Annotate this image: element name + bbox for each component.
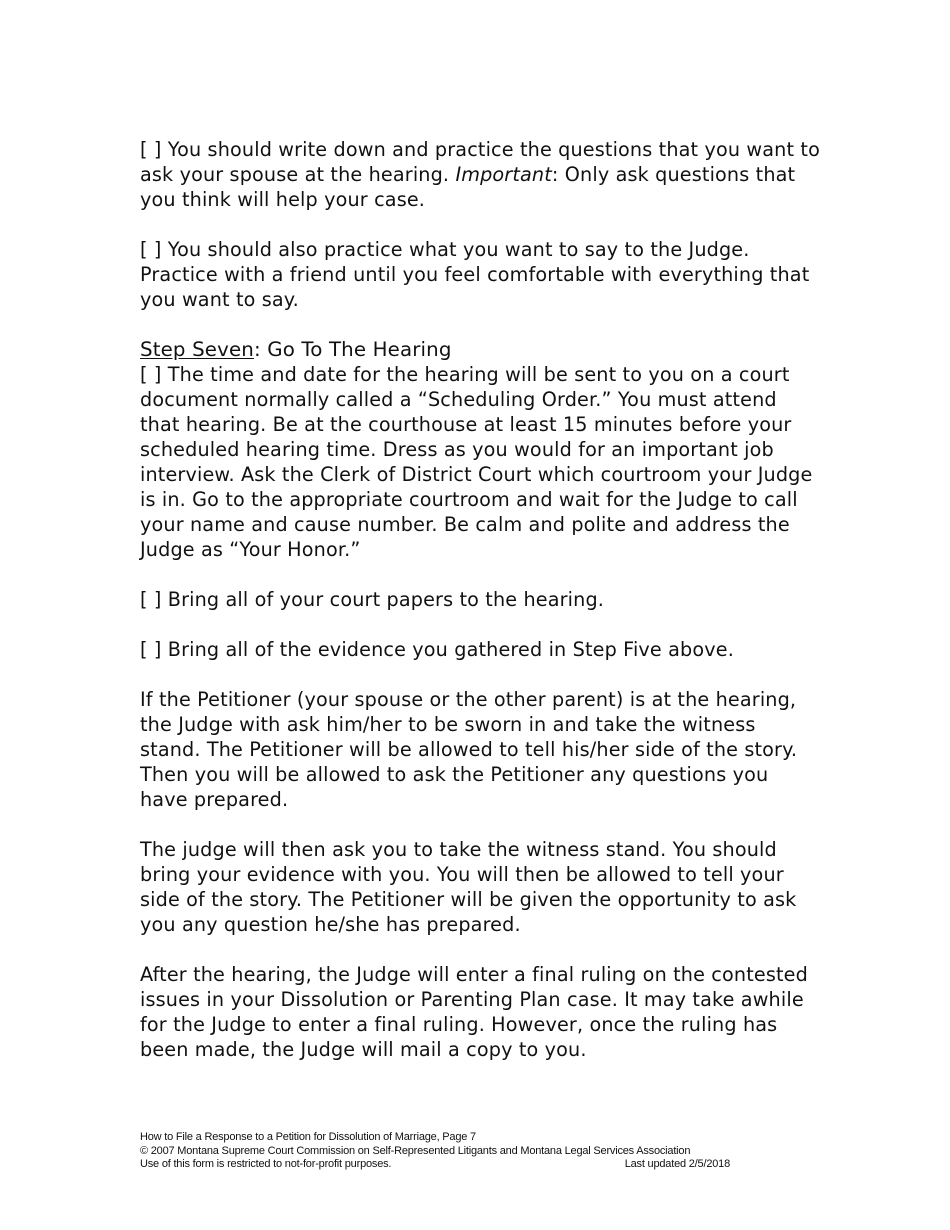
step-seven-heading xyxy=(140,337,820,362)
paragraph-petitioner-testimony: If the Petitioner (your spouse or the other parent) is at the hearing, the Judge with ask him/her to be sworn in and take the witness stand. The Petitioner will be allowed to tell his/her side of the story. Then you will be allowed to ask the Petitioner any questions you have prepared. xyxy=(140,688,798,811)
checklist-item-practice-judge xyxy=(140,237,820,312)
checklist-item-evidence xyxy=(140,637,820,662)
checklist-item-court-papers xyxy=(140,587,820,612)
item-text: Bring all of your court papers to the hearing. xyxy=(167,588,605,611)
page-footer xyxy=(140,1131,730,1172)
step-title: : Go To The Hearing xyxy=(253,338,452,361)
step-label: Step Seven xyxy=(140,338,254,361)
checklist-item-scheduling-order xyxy=(140,362,820,562)
checkbox-marker: [ ] xyxy=(140,588,162,611)
footer-last-updated: Last updated 2/5/2018 xyxy=(624,1158,730,1170)
checkbox-marker: [ ] xyxy=(140,138,162,161)
checkbox-marker: [ ] xyxy=(140,363,162,386)
footer-copyright: © 2007 Montana Supreme Court Commission on Self-Represented Litigants and Montana Legal Services Association xyxy=(140,1144,691,1157)
item-text: You should also practice what you want to say to the Judge. Practice with a friend until you feel comfortable with everything that you want to say. xyxy=(140,238,810,311)
item-text: You should write down and practice the questions that you want to ask your spouse at the hearing. xyxy=(140,138,820,186)
footer-usage-notice: Use of this form is restricted to not-for-profit purposes. xyxy=(140,1158,392,1170)
item-text-continued: : Only ask questions that you think will help your case. xyxy=(140,163,796,211)
footer-usage-row xyxy=(140,1158,730,1172)
paragraph-final-ruling: After the hearing, the Judge will enter a final ruling on the contested issues in your Dissolution or Parenting Plan case. It may take awhile for the Judge to enter a final ruling. However, once the ruling has been made, the Judge will mail a copy to you. xyxy=(140,963,808,1061)
checkbox-marker: [ ] xyxy=(140,638,162,661)
paragraph-respondent-testimony: The judge will then ask you to take the witness stand. You should bring your evidence with you. You will then be allowed to tell your side of the story. The Petitioner will be given the opportunity to ask you any question he/she has prepared. xyxy=(140,838,797,936)
checkbox-marker: [ ] xyxy=(140,238,162,261)
item-text: Bring all of the evidence you gathered in Step Five above. xyxy=(167,638,734,661)
item-text: The time and date for the hearing will be sent to you on a court document normally called a “Scheduling Order.” You must attend that hearing. Be at the courthouse at least 15 minutes before your scheduled hearing time. Dress as you would for an important job interview. Ask the Clerk of District Court which courtroom your Judge is in. Go to the appropriate courtroom and wait for the Judge to call your name and cause number. Be calm and polite and address the Judge as “Your Honor.” xyxy=(140,363,813,561)
important-emphasis: Important xyxy=(455,163,552,186)
footer-title: How to File a Response to a Petition for Dissolution of Marriage, Page 7 xyxy=(140,1131,476,1143)
checklist-item-practice-questions xyxy=(140,137,820,212)
document-body xyxy=(140,137,820,1062)
